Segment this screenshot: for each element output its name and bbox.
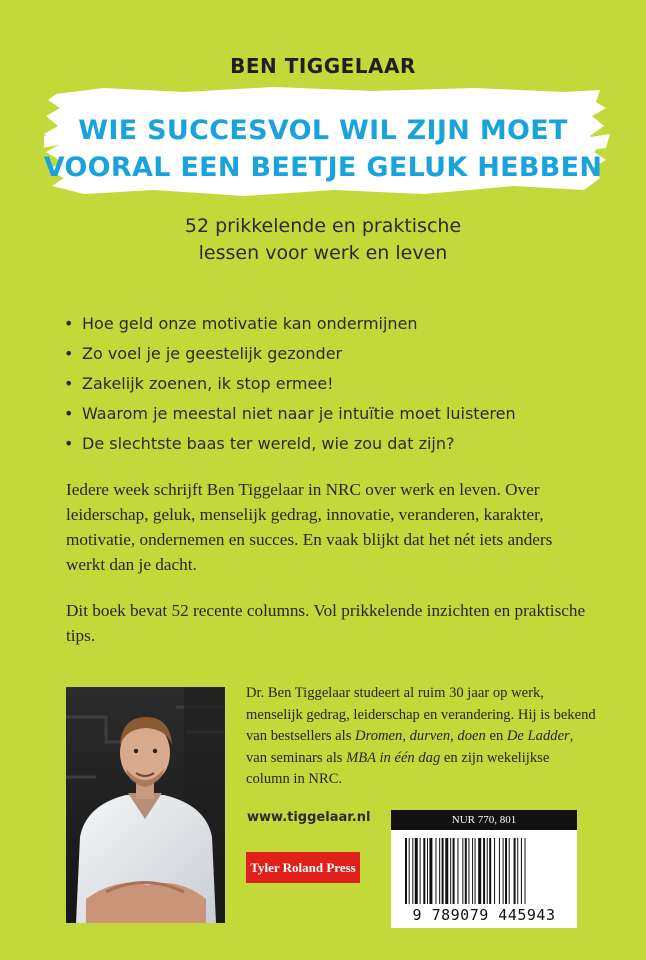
barcode-bar [412, 838, 413, 904]
barcode-bar [525, 838, 526, 904]
barcode-bar [503, 838, 504, 904]
barcode-bar [423, 838, 425, 904]
barcode-bar [514, 838, 516, 904]
headline-line-2: VOORAL EEN BEETJE GELUK HEBBEN [43, 152, 603, 183]
bullet-dot-icon: • [64, 374, 74, 393]
bullet-dot-icon: • [64, 314, 74, 333]
bullet-dot-icon: • [64, 404, 74, 423]
barcode-bar [517, 838, 518, 904]
bullet-item: • Hoe geld onze motivatie kan ondermijnen [64, 309, 604, 339]
description-paragraph: Iedere week schrijft Ben Tiggelaar in NRC over werk en leven. Over leiderschap, geluk, menselijk gedrag, innovatie, veranderen, karakter, motivatie, ondernemen en succes. En vaak blijkt dat het nét iets anders werkt dan je dacht. [66, 480, 553, 574]
bullet-dot-icon: • [64, 434, 74, 453]
nur-code: NUR 770, 801 [391, 810, 577, 830]
bullet-list [64, 309, 604, 459]
barcode [391, 830, 577, 928]
barcode-bar [475, 838, 476, 904]
barcode-bar [420, 838, 421, 904]
barcode-bar [453, 838, 455, 904]
barcode-bar [415, 838, 418, 904]
barcode-bar [465, 838, 467, 904]
summary-paragraph: Dit boek bevat 52 recente columns. Vol prikkelende inzichten en praktische tips. [66, 601, 586, 645]
book-title-1: Dromen, durven, doen [355, 728, 486, 744]
barcode-bar [427, 838, 428, 904]
book-title-2: De Ladder [506, 728, 570, 744]
author-bio: Dr. Ben Tiggelaar studeert al ruim 30 jaar op werk, menselijk gedrag, leiderschap en verandering. Hij is bekend van bestsellers als Dromen, durven, doen en De Ladder, van seminars als MBA in één dag en zijn wekelijkse column in NRC. [246, 685, 596, 787]
seminar-title: MBA in één dag [346, 749, 441, 766]
barcode-bar [472, 838, 473, 904]
author-name: BEN TIGGELAAR [230, 54, 416, 78]
publisher-logo: Tyler Roland Press [246, 852, 360, 883]
subtitle-line-1: 52 prikkelende en praktische [184, 215, 462, 237]
subtitle [0, 213, 646, 267]
barcode-bar [499, 838, 500, 904]
bullet-item: • Zo voel je je geestelijk gezonder [64, 339, 604, 369]
barcode-bar [439, 838, 440, 904]
website-link[interactable]: www.tiggelaar.nl [247, 810, 371, 825]
barcode-bar [483, 838, 485, 904]
barcode-bar [487, 838, 488, 904]
author-photo [66, 687, 225, 923]
headline [0, 112, 646, 186]
barcode-bar [468, 838, 469, 904]
barcode-bar [521, 838, 522, 904]
barcode-bar [462, 838, 463, 904]
barcode-bar [442, 838, 444, 904]
subtitle-line-2: lessen voor werk en leven [198, 242, 448, 264]
barcode-bar [457, 838, 458, 904]
barcode-bar [405, 838, 407, 904]
barcode-bar [494, 838, 495, 904]
isbn-number: 9 789079 445943 [412, 906, 556, 924]
headline-line-1: WIE SUCCESVOL WIL ZIJN MOET [78, 115, 568, 146]
bullet-item: • De slechtste baas ter wereld, wie zou dat zijn? [64, 429, 604, 459]
barcode-bar [509, 838, 510, 904]
barcode-bar [489, 838, 491, 904]
barcode-bar [436, 838, 437, 904]
barcode-bar [450, 838, 451, 904]
barcode-bar [445, 838, 448, 904]
barcode-bar [409, 838, 410, 904]
barcode-bar [478, 838, 481, 904]
barcode-bars [405, 838, 563, 904]
barcode-bar [429, 838, 432, 904]
barcode-bar [505, 838, 507, 904]
bullet-item: • Zakelijk zoenen, ik stop ermee! [64, 369, 604, 399]
bullet-dot-icon: • [64, 344, 74, 363]
bullet-item: • Waarom je meestal niet naar je intuïtie moet luisteren [64, 399, 604, 429]
